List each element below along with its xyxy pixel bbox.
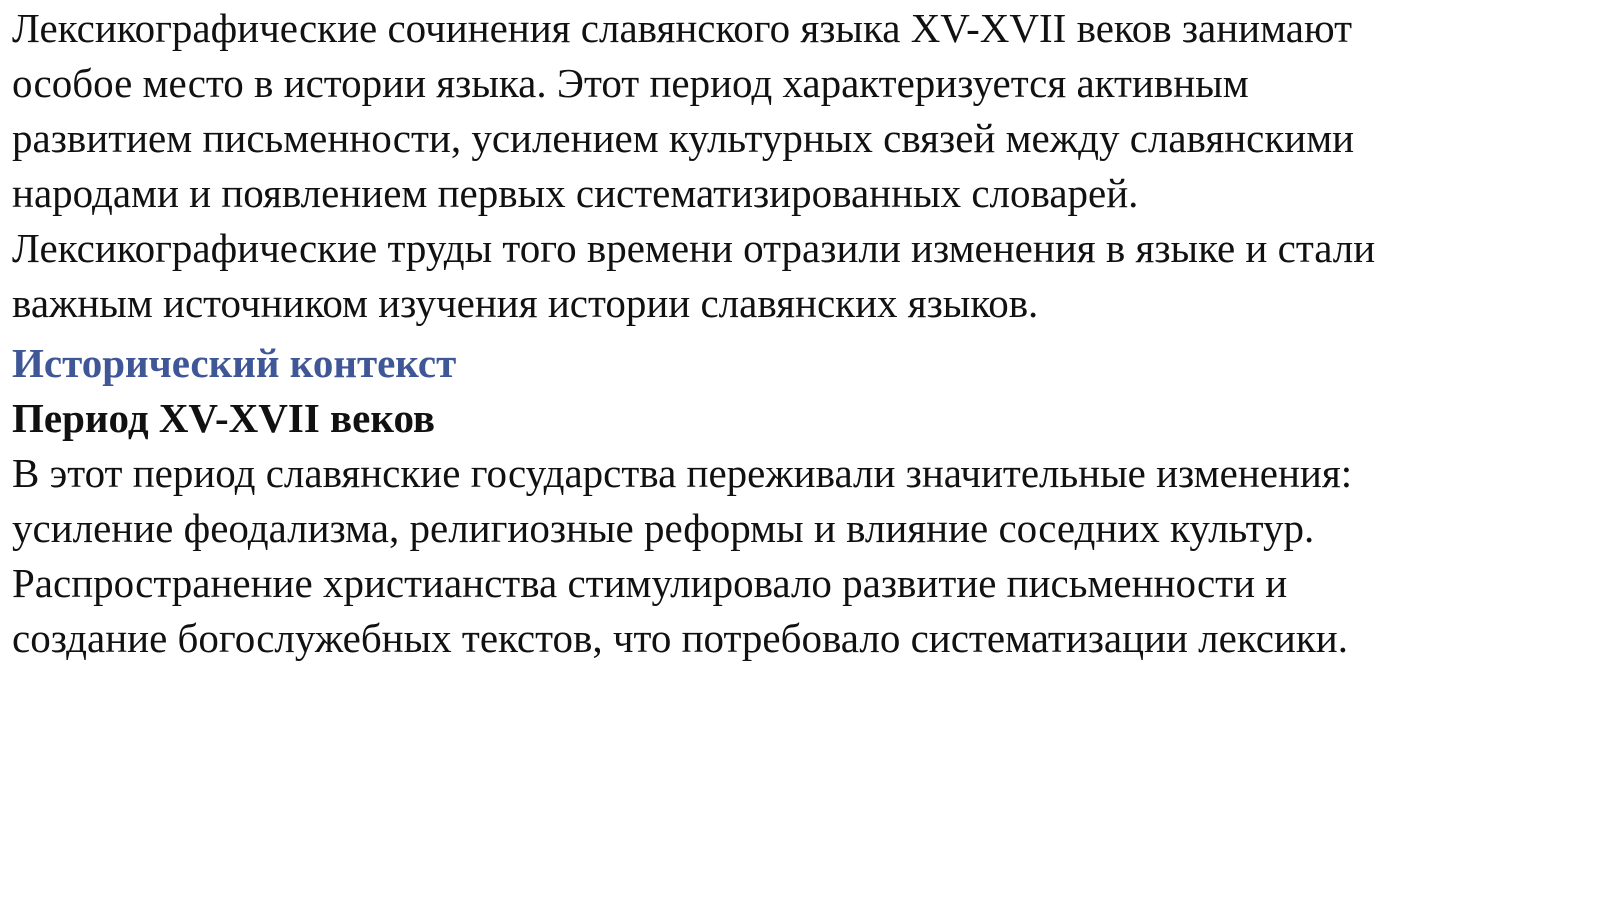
period-subheading: Период XV-XVII веков [12, 395, 436, 441]
document-body [12, 0, 1592, 666]
section-heading: Исторический контекст [12, 340, 457, 386]
intro-paragraph: Лексикографические сочинения славянского языка XV-XVII веков занимают особое место в истории языка. Этот период характеризуется активным развитием письменности, усилением культурных связей между славянскими народами и появлением первых систематизированных словарей. Лексикографические труды того времени отразили изменения в языке и стали важным источником изучения истории славянских языков. [12, 5, 1376, 326]
section-paragraph: В этот период славянские государства переживали значительные изменения: усиление феодализма, религиозные реформы и влияние соседних культур. Распространение христианства стимулировало развитие письменности и создание богослужебных текстов, что потребовало систематизации лексики. [12, 450, 1353, 661]
